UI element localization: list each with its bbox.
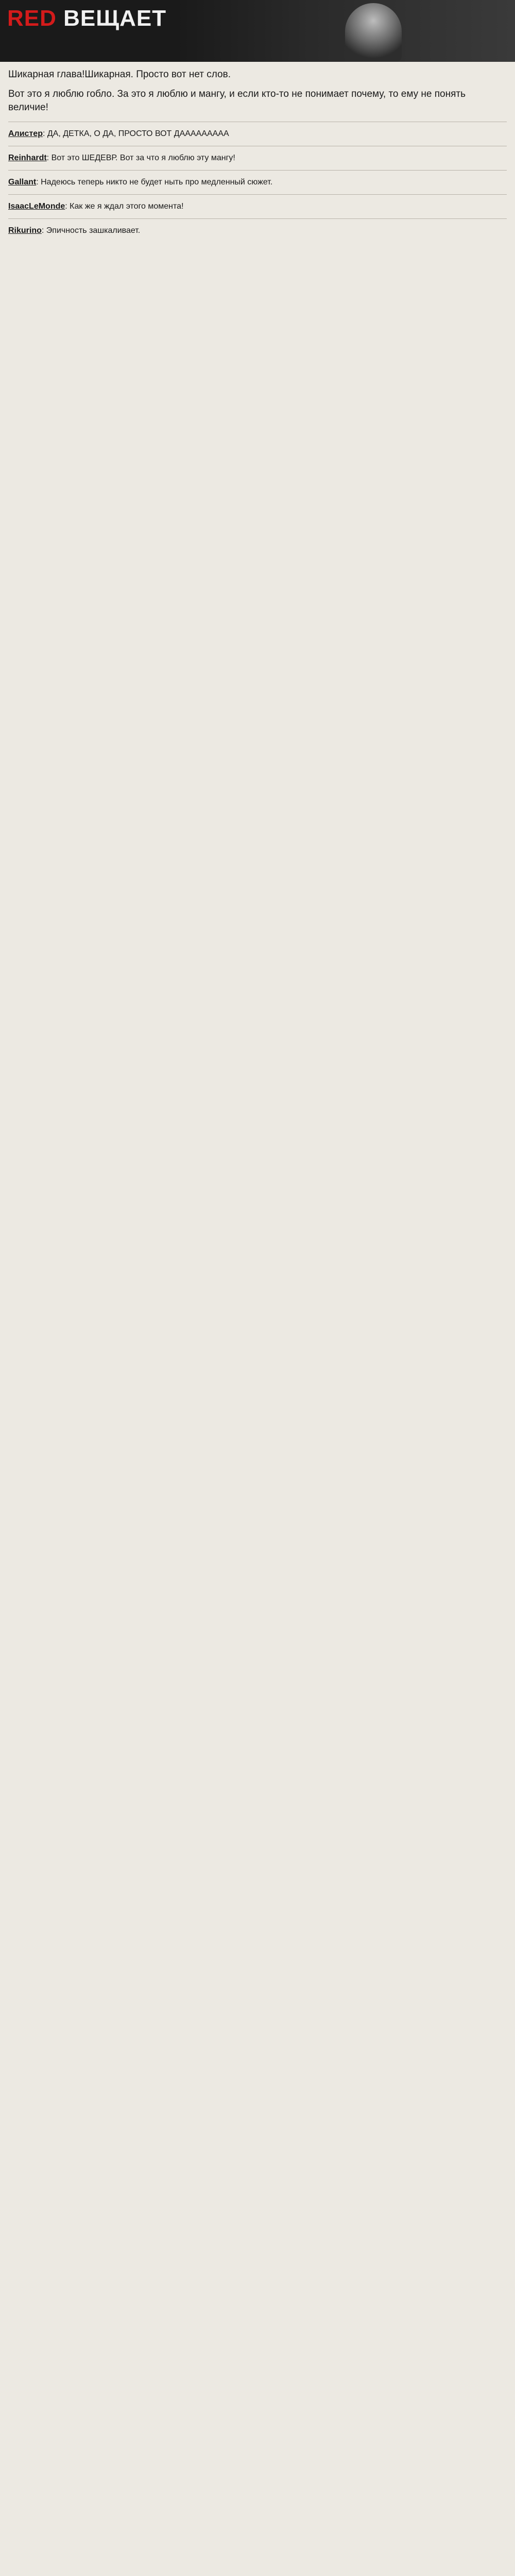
comment-author: Алистер — [8, 129, 43, 138]
comment-author: Rikurino — [8, 226, 42, 235]
intro-paragraph-1: Шикарная глава!Шикарная. Просто вот нет слов. — [8, 69, 231, 80]
divider — [8, 194, 507, 195]
comment: Reinhardt: Вот это ШЕДЕВР. Вот за что я люблю эту мангу! — [8, 154, 235, 162]
comment-author: Gallant — [8, 178, 37, 187]
content — [8, 68, 507, 242]
divider — [8, 170, 507, 171]
comment: Rikurino: Эпичность зашкаливает. — [8, 226, 141, 235]
comment-text: Надеюсь теперь никто не будет ныть про медленный сюжет. — [41, 178, 273, 187]
intro-paragraph-2: Вот это я люблю гобло. За это я люблю и мангу, и если кто-то не понимает почему, то ему не понять величие! — [8, 89, 466, 113]
header — [0, 0, 515, 62]
comment: Алистер: ДА, ДЕТКА, О ДА, ПРОСТО ВОТ ДААААААААА — [8, 129, 229, 138]
comment-text: Вот это ШЕДЕВР. Вот за что я люблю эту мангу! — [51, 154, 235, 162]
brand-logo — [7, 5, 166, 32]
comment: IsaacLeMonde: Как же я ждал этого момента! — [8, 202, 184, 211]
brand-red: RED — [7, 6, 57, 31]
comment: Gallant: Надеюсь теперь никто не будет ныть про медленный сюжет. — [8, 178, 273, 187]
brand-white: ВЕЩАЕТ — [63, 6, 167, 31]
comment-text: Эпичность зашкаливает. — [46, 226, 141, 235]
header-figure-icon — [345, 3, 402, 62]
comment-author: Reinhardt — [8, 154, 47, 162]
comment-text: ДА, ДЕТКА, О ДА, ПРОСТО ВОТ ДААААААААА — [47, 129, 229, 138]
comment-author: IsaacLeMonde — [8, 202, 65, 211]
header-art — [175, 0, 515, 62]
comment-text: Как же я ждал этого момента! — [70, 202, 184, 211]
divider — [8, 218, 507, 219]
